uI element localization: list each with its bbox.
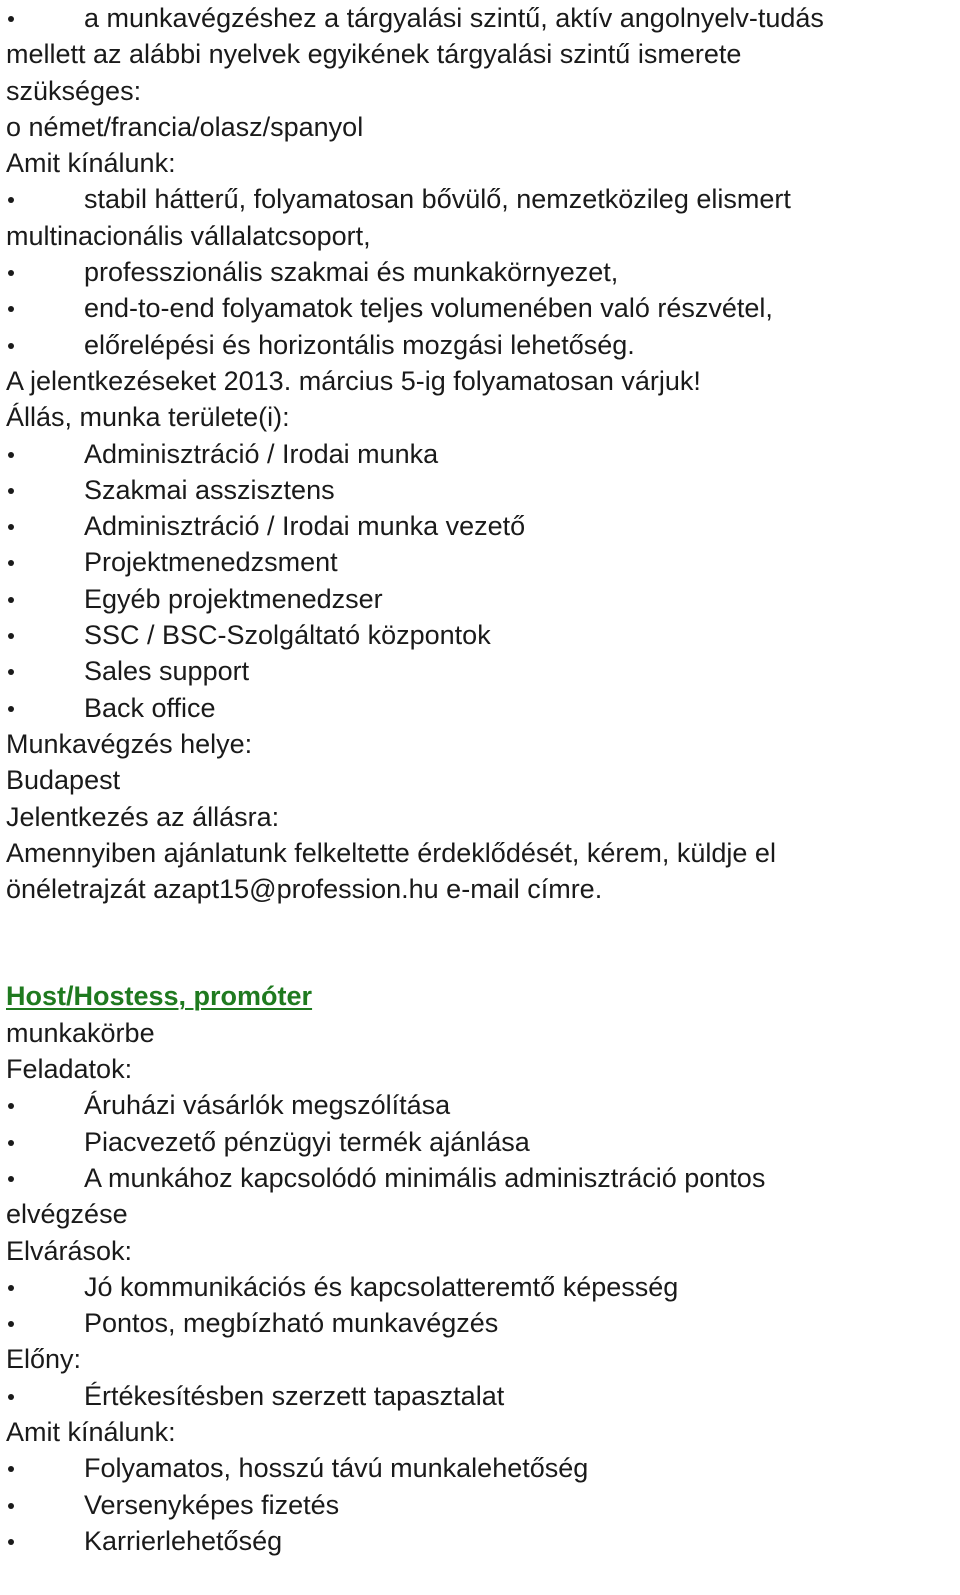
requirement-line: [6, 0, 956, 36]
offer-item: [6, 1487, 956, 1523]
area-item: [6, 436, 956, 472]
area-item: [6, 690, 956, 726]
task-item: [6, 1160, 956, 1196]
section-spacer: [6, 907, 956, 978]
offer-text: Versenyképes fizetés: [84, 1489, 340, 1520]
advantage-heading: Előny:: [6, 1344, 82, 1375]
task-text: A munkához kapcsolódó minimális adminisztráció pontos: [84, 1162, 766, 1193]
requirement-item: [6, 1269, 956, 1305]
offer-item: [6, 254, 956, 290]
requirement-item: [6, 1305, 956, 1341]
requirement-text: Jó kommunikációs és kapcsolatteremtő képesség: [84, 1271, 679, 1302]
offer-item: [6, 327, 956, 363]
job-title-line: [6, 978, 956, 1014]
requirement-continuation: mellett az alábbi nyelvek egyikének tárgyalási szintű ismerete: [6, 39, 742, 70]
area-item: [6, 617, 956, 653]
advantage-text: Értékesítésben szerzett tapasztalat: [84, 1380, 505, 1411]
advantage-item: [6, 1378, 956, 1414]
area-text: Adminisztráció / Irodai munka vezető: [84, 511, 526, 542]
requirement-text: a munkavégzéshez a tárgyalási szintű, aktív angolnyelv-tudás: [84, 3, 824, 33]
offer-item: [6, 1523, 956, 1559]
location-value: Budapest: [6, 765, 121, 796]
area-text: Egyéb projektmenedzser: [84, 583, 383, 614]
offer-heading: Amit kínálunk:: [6, 1416, 176, 1447]
apply-heading: Jelentkezés az állásra:: [6, 801, 280, 832]
area-item: [6, 472, 956, 508]
task-continuation: elvégzése: [6, 1199, 128, 1230]
area-text: Projektmenedzsment: [84, 547, 338, 578]
tasks-heading: Feladatok:: [6, 1054, 133, 1085]
area-text: Sales support: [84, 656, 250, 687]
area-item: [6, 508, 956, 544]
offer-item: [6, 181, 956, 217]
requirements-heading: Elvárások:: [6, 1235, 133, 1266]
offer-text: előrelépési és horizontális mozgási lehetőség.: [84, 329, 635, 360]
language-options: o német/francia/olasz/spanyol: [6, 111, 364, 142]
job-title-link[interactable]: Host/Hostess, promóter: [6, 981, 313, 1012]
offer-text: Folyamatos, hosszú távú munkalehetőség: [84, 1453, 589, 1484]
deadline-text: A jelentkezéseket 2013. március 5-ig folyamatosan várjuk!: [6, 365, 701, 396]
job-subtitle: munkakörbe: [6, 1017, 155, 1048]
location-heading: Munkavégzés helye:: [6, 728, 253, 759]
offer-heading: Amit kínálunk:: [6, 148, 176, 179]
offer-item: [6, 290, 956, 326]
task-text: Áruházi vásárlók megszólítása: [84, 1090, 451, 1121]
area-text: Szakmai asszisztens: [84, 474, 335, 505]
offer-continuation: multinacionális vállalatcsoport,: [6, 220, 371, 251]
offer-text: Karrierlehetőség: [84, 1525, 283, 1556]
area-text: Back office: [84, 692, 216, 723]
task-item: [6, 1087, 956, 1123]
offer-text: end-to-end folyamatok teljes volumenében való részvétel,: [84, 293, 773, 324]
offer-text: professzionális szakmai és munkakörnyezet,: [84, 257, 619, 288]
area-item: [6, 581, 956, 617]
requirement-text: Pontos, megbízható munkavégzés: [84, 1308, 499, 1339]
requirement-continuation: szükséges:: [6, 75, 142, 106]
area-item: [6, 653, 956, 689]
area-text: Adminisztráció / Irodai munka: [84, 438, 439, 469]
document-page: [6, 0, 956, 1559]
area-text: SSC / BSC-Szolgáltató központok: [84, 620, 491, 651]
area-item: [6, 544, 956, 580]
offer-text: stabil hátterű, folyamatosan bővülő, nemzetközileg elismert: [84, 184, 791, 215]
apply-text: Amennyiben ajánlatunk felkeltette érdeklődését, kérem, küldje el: [6, 837, 776, 868]
areas-heading: Állás, munka területe(i):: [6, 402, 290, 433]
apply-text: önéletrajzát azapt15@profession.hu e-mail címre.: [6, 874, 603, 905]
task-text: Piacvezető pénzügyi termék ajánlása: [84, 1126, 530, 1157]
task-item: [6, 1124, 956, 1160]
offer-item: [6, 1450, 956, 1486]
